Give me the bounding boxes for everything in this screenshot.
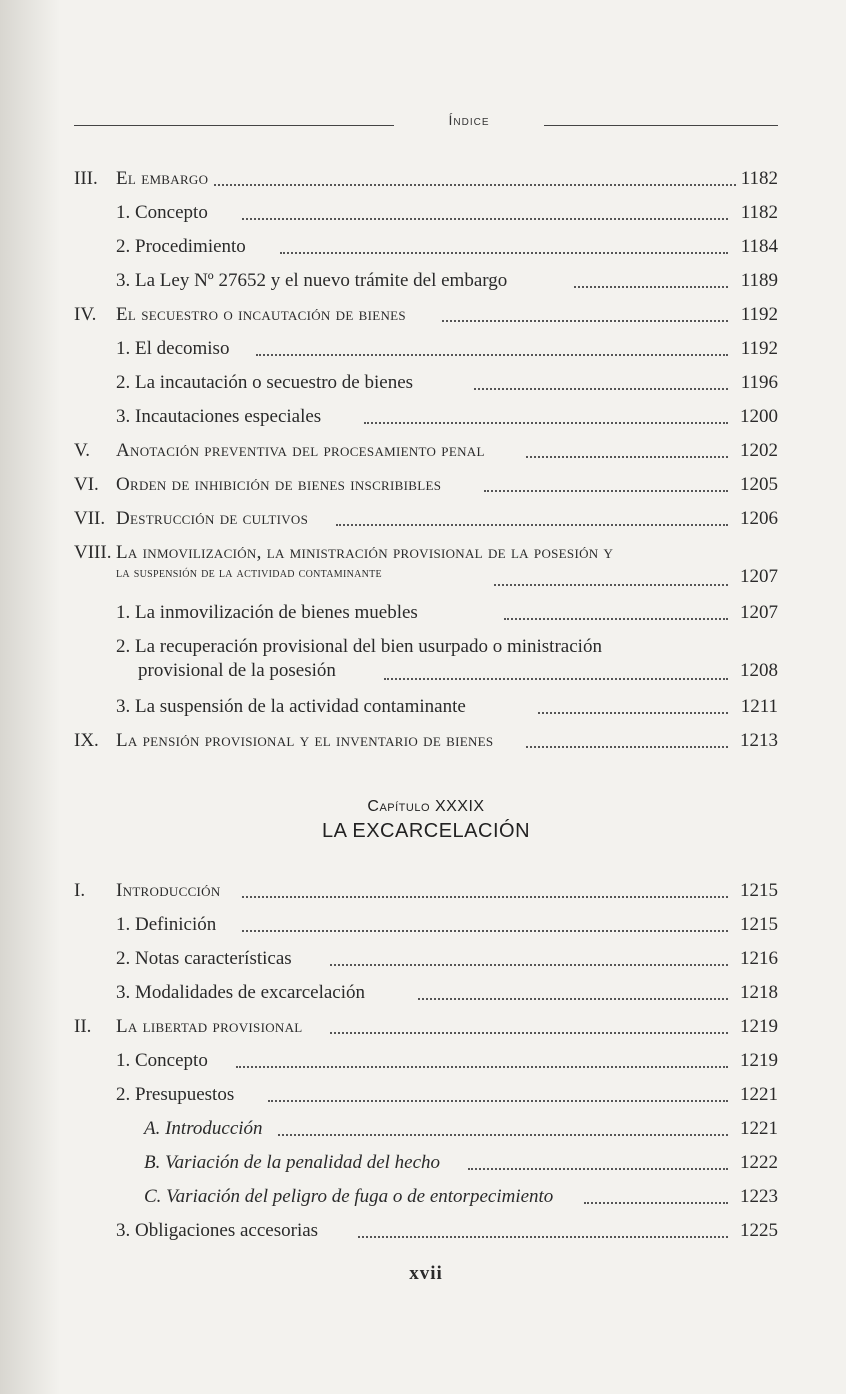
page-number: 1213 bbox=[740, 730, 778, 751]
page-number: 1221 bbox=[740, 1118, 778, 1139]
subitem-title: A. Introducción bbox=[144, 1118, 263, 1139]
toc-item bbox=[74, 332, 778, 364]
section-title: Anotación preventiva del procesamiento penal bbox=[116, 440, 485, 461]
page-number: 1218 bbox=[740, 982, 778, 1003]
section-number: VI. bbox=[74, 474, 99, 495]
page-number: 1219 bbox=[740, 1016, 778, 1037]
toc-item bbox=[74, 1214, 778, 1246]
toc-item bbox=[74, 908, 778, 940]
dot-leader bbox=[242, 930, 728, 932]
item-title: 3. La suspensión de la actividad contaminante bbox=[116, 696, 466, 717]
section-title: Introducción bbox=[116, 880, 221, 901]
page-number: 1205 bbox=[740, 474, 778, 495]
toc-item bbox=[74, 596, 778, 628]
page-number: 1182 bbox=[740, 168, 778, 189]
toc-subitem bbox=[74, 1146, 778, 1178]
subitem-title: B. Variación de la penalidad del hecho bbox=[144, 1152, 441, 1173]
dot-leader bbox=[242, 218, 728, 220]
toc-item bbox=[74, 196, 778, 228]
page-number: 1200 bbox=[740, 406, 778, 427]
dot-leader bbox=[330, 964, 728, 966]
toc-item bbox=[74, 1078, 778, 1110]
page-number: 1216 bbox=[740, 948, 778, 969]
dot-leader bbox=[236, 1066, 728, 1068]
item-title: 1. El decomiso bbox=[116, 338, 230, 359]
toc-item bbox=[74, 230, 778, 262]
dot-leader bbox=[268, 1100, 728, 1102]
toc-subitem bbox=[74, 1180, 778, 1212]
dot-leader bbox=[214, 184, 736, 186]
section-number: III. bbox=[74, 168, 98, 189]
item-title: 1. Concepto bbox=[116, 202, 208, 223]
page-number: 1206 bbox=[740, 508, 778, 529]
dot-leader bbox=[474, 388, 728, 390]
dot-leader bbox=[242, 896, 728, 898]
item-title: 3. Modalidades de excarcelación bbox=[116, 982, 365, 1003]
toc-item bbox=[74, 1044, 778, 1076]
section-title: El secuestro o incautación de bienes bbox=[116, 304, 406, 325]
toc-item bbox=[74, 264, 778, 296]
toc-item bbox=[74, 942, 778, 974]
page-number: 1192 bbox=[740, 338, 778, 359]
item-title: 3. La Ley Nº 27652 y el nuevo trámite del embargo bbox=[116, 270, 508, 291]
header-rule-left bbox=[74, 125, 394, 126]
chapter-title: LA EXCARCELACIÓN bbox=[321, 820, 531, 842]
dot-leader bbox=[256, 354, 728, 356]
page-number: 1192 bbox=[740, 304, 778, 325]
item-title: 3. Obligaciones accesorias bbox=[116, 1220, 319, 1241]
dot-leader bbox=[526, 456, 728, 458]
dot-leader bbox=[330, 1032, 728, 1034]
toc-item bbox=[74, 630, 778, 686]
page-number: 1219 bbox=[740, 1050, 778, 1071]
dot-leader bbox=[526, 746, 728, 748]
dot-leader bbox=[336, 524, 728, 526]
dot-leader bbox=[278, 1134, 728, 1136]
running-header bbox=[74, 112, 778, 136]
dot-leader bbox=[384, 678, 728, 680]
item-title: 2. Presupuestos bbox=[116, 1084, 235, 1105]
page-number: 1202 bbox=[740, 440, 778, 461]
header-rule-right bbox=[544, 125, 778, 126]
section-number: V. bbox=[74, 440, 91, 461]
section-number: IV. bbox=[74, 304, 97, 325]
toc-section-i bbox=[74, 874, 778, 906]
page-number: 1222 bbox=[740, 1152, 778, 1173]
page-number: 1211 bbox=[740, 696, 778, 717]
dot-leader bbox=[494, 584, 728, 586]
section-title: La libertad provisional bbox=[116, 1016, 303, 1037]
page-number: 1223 bbox=[740, 1186, 778, 1207]
page-number: 1225 bbox=[740, 1220, 778, 1241]
toc-section-iv bbox=[74, 298, 778, 330]
item-title-continued: provisional de la posesión bbox=[138, 660, 336, 681]
dot-leader bbox=[484, 490, 728, 492]
dot-leader bbox=[280, 252, 728, 254]
dot-leader bbox=[504, 618, 728, 620]
page-number: 1196 bbox=[740, 372, 778, 393]
dot-leader bbox=[442, 320, 728, 322]
dot-leader bbox=[574, 286, 728, 288]
section-number: I. bbox=[74, 880, 86, 901]
section-title: Orden de inhibición de bienes inscribibles bbox=[116, 474, 442, 495]
subitem-title: C. Variación del peligro de fuga o de entorpecimiento bbox=[144, 1186, 554, 1207]
page-edge-shadow bbox=[0, 0, 60, 1394]
dot-leader bbox=[468, 1168, 728, 1170]
item-title: 2. Procedimiento bbox=[116, 236, 246, 257]
section-number: VIII. bbox=[74, 542, 112, 563]
page-number: 1208 bbox=[740, 660, 778, 681]
section-title: El embargo bbox=[116, 168, 209, 189]
toc-section-viii bbox=[74, 536, 778, 592]
page-number: 1182 bbox=[740, 202, 778, 223]
page-number: 1207 bbox=[740, 566, 778, 587]
toc-section-ix bbox=[74, 724, 778, 756]
page-number: 1184 bbox=[740, 236, 778, 257]
toc-item bbox=[74, 690, 778, 722]
item-title: 3. Incautaciones especiales bbox=[116, 406, 322, 427]
dot-leader bbox=[584, 1202, 728, 1204]
section-title-continued: la suspensión de la actividad contaminante bbox=[116, 566, 382, 581]
dot-leader bbox=[364, 422, 728, 424]
item-title: 1. La inmovilización de bienes muebles bbox=[116, 602, 418, 623]
item-title: 2. La incautación o secuestro de bienes bbox=[116, 372, 414, 393]
page-number: 1215 bbox=[740, 880, 778, 901]
toc-item bbox=[74, 400, 778, 432]
toc-section-vii bbox=[74, 502, 778, 534]
item-title: 1. Concepto bbox=[116, 1050, 208, 1071]
section-title: Destrucción de cultivos bbox=[116, 508, 309, 529]
toc-subitem bbox=[74, 1112, 778, 1144]
page-number: 1221 bbox=[740, 1084, 778, 1105]
section-number: VII. bbox=[74, 508, 106, 529]
section-title: La pensión provisional y el inventario de bienes bbox=[116, 730, 494, 751]
toc-section-vi bbox=[74, 468, 778, 500]
page-number: 1215 bbox=[740, 914, 778, 935]
toc-item bbox=[74, 366, 778, 398]
chapter-number: Capítulo XXXIX bbox=[367, 798, 485, 815]
page-number: 1207 bbox=[740, 602, 778, 623]
page-folio: xvii bbox=[409, 1263, 443, 1284]
section-title: La inmovilización, la ministración provisional de la posesión y bbox=[116, 542, 614, 563]
item-title: 2. La recuperación provisional del bien usurpado o ministración bbox=[116, 636, 602, 657]
toc-item bbox=[74, 976, 778, 1008]
toc-section-ii bbox=[74, 1010, 778, 1042]
dot-leader bbox=[418, 998, 728, 1000]
toc-section-iii bbox=[74, 162, 778, 194]
dot-leader bbox=[538, 712, 728, 714]
section-number: II. bbox=[74, 1016, 92, 1037]
page-number: 1189 bbox=[740, 270, 778, 291]
section-number: IX. bbox=[74, 730, 99, 751]
toc-section-v bbox=[74, 434, 778, 466]
dot-leader bbox=[358, 1236, 728, 1238]
item-title: 2. Notas características bbox=[116, 948, 292, 969]
item-title: 1. Definición bbox=[116, 914, 217, 935]
header-title: Índice bbox=[448, 112, 490, 128]
